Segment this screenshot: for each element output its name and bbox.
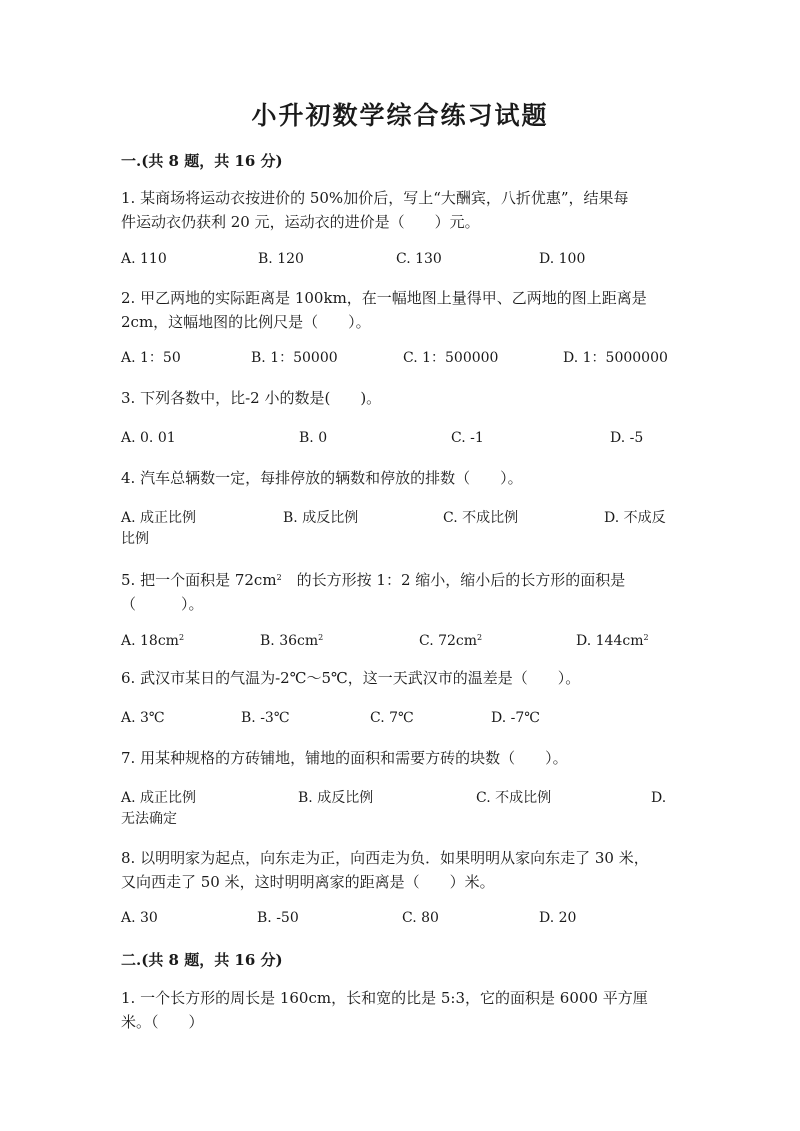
- question-8-line2: 又向西走了 50 米，这时明明离家的距离是（ ）米。: [121, 873, 495, 891]
- option-b: B. 120: [258, 251, 304, 267]
- question-6-line1: 6. 武汉市某日的气温为-2℃～5℃，这一天武汉市的温差是（ ）。: [121, 669, 581, 687]
- option-a: A. 成正比例: [121, 510, 197, 526]
- option-d: D. 1：5000000: [563, 350, 668, 366]
- question-1: [121, 186, 681, 234]
- question-4: [121, 466, 681, 490]
- question-2: [121, 286, 681, 334]
- section-2-question-1: [121, 986, 681, 1034]
- section-heading-1: 一.(共 8 题，共 16 分): [121, 152, 283, 170]
- option-c: C. 80: [402, 910, 439, 926]
- question-1-options: [121, 248, 681, 270]
- question-8-options: [121, 907, 681, 929]
- question-7-options: [121, 787, 681, 809]
- option-c-sup: 2: [477, 633, 483, 642]
- option-b: [260, 627, 323, 652]
- option-a: A. 0. 01: [121, 430, 176, 446]
- option-d-text: D. 144cm: [576, 633, 644, 649]
- option-c: [419, 627, 482, 652]
- option-a: [121, 627, 184, 652]
- question-7-option-d-wrap: 无法确定: [121, 811, 177, 827]
- option-c: C. 1：500000: [403, 350, 499, 366]
- option-a: A. 30: [121, 910, 158, 926]
- question-5: [121, 566, 681, 616]
- question-8: [121, 846, 681, 894]
- question-7-line1: 7. 用某种规格的方砖铺地，铺地的面积和需要方砖的块数（ ）。: [121, 749, 568, 767]
- option-d: D. 20: [539, 910, 577, 926]
- question-5-options: [121, 627, 681, 649]
- option-b: B. -3℃: [241, 710, 290, 726]
- question-4-option-d-wrap: 比例: [121, 531, 149, 547]
- question-6: [121, 666, 681, 690]
- option-d: [576, 627, 649, 652]
- option-d-sup: 2: [643, 633, 649, 642]
- option-a: A. 成正比例: [121, 790, 197, 806]
- option-d: D. -5: [610, 430, 644, 446]
- option-d: D. 100: [539, 251, 586, 267]
- option-c: C. 130: [396, 251, 442, 267]
- option-a-text: A. 18cm: [121, 633, 179, 649]
- option-a: A. 3℃: [121, 710, 165, 726]
- option-c: C. 不成比例: [443, 510, 519, 526]
- option-d: D. -7℃: [491, 710, 540, 726]
- question-3: [121, 386, 681, 410]
- question-2-line2: 2cm，这幅地图的比例尺是（ ）。: [121, 313, 371, 331]
- option-d: D. 不成反: [604, 510, 666, 526]
- question-8-line1: 8. 以明明家为起点，向东走为正，向西走为负．如果明明从家向东走了 30 米，: [121, 849, 649, 867]
- option-c: C. 7℃: [370, 710, 414, 726]
- question-1-line2: 件运动衣仍获利 20 元，运动衣的进价是（ ）元。: [121, 213, 480, 231]
- page-title: 小升初数学综合练习试题: [251, 101, 549, 130]
- question-5-line1: [121, 566, 681, 592]
- option-b-sup: 2: [318, 633, 324, 642]
- option-c-text: C. 72cm: [419, 633, 478, 649]
- option-b-text: B. 36cm: [260, 633, 319, 649]
- question-2-options: [121, 347, 681, 369]
- question-5-line2: （ ）。: [121, 595, 204, 613]
- question-4-line1: 4. 汽车总辆数一定，每排停放的辆数和停放的排数（ ）。: [121, 469, 523, 487]
- section-heading-2: 二.(共 8 题，共 16 分): [121, 951, 283, 969]
- option-b: B. 成反比例: [298, 790, 374, 806]
- option-a-sup: 2: [178, 633, 185, 642]
- option-b: B. 成反比例: [283, 510, 359, 526]
- question-3-options: [121, 427, 681, 449]
- square-superscript: 2: [276, 573, 282, 582]
- question-2-line1: 2. 甲乙两地的实际距离是 100km，在一幅地图上量得甲、乙两地的图上距离是: [121, 289, 647, 307]
- option-b: B. 0: [299, 430, 328, 446]
- option-a: A. 110: [121, 251, 167, 267]
- question-6-options: [121, 707, 681, 729]
- question-1-line1: 1. 某商场将运动衣按进价的 50%加价后，写上“大酬宾，八折优惠”，结果每: [121, 189, 629, 207]
- question-5-line1-a: 5. 把一个面积是 72cm: [121, 571, 277, 589]
- question-4-options: [121, 507, 681, 529]
- option-b: B. 1：50000: [251, 350, 338, 366]
- option-d: D.: [651, 790, 667, 806]
- section-2-question-1-line2: 米。（ ）: [121, 1013, 204, 1031]
- option-c: C. 不成比例: [476, 790, 552, 806]
- option-a: A. 1：50: [121, 350, 181, 366]
- question-3-line1: 3. 下列各数中，比-2 小的数是( )。: [121, 389, 382, 407]
- section-2-question-1-line1: 1. 一个长方形的周长是 160cm，长和宽的比是 5:3，它的面积是 6000 平方厘: [121, 989, 648, 1007]
- option-b: B. -50: [257, 910, 299, 926]
- question-5-line1-b: 的长方形按 1：2 缩小，缩小后的长方形的面积是: [281, 571, 626, 589]
- option-c: C. -1: [451, 430, 484, 446]
- question-7: [121, 746, 681, 770]
